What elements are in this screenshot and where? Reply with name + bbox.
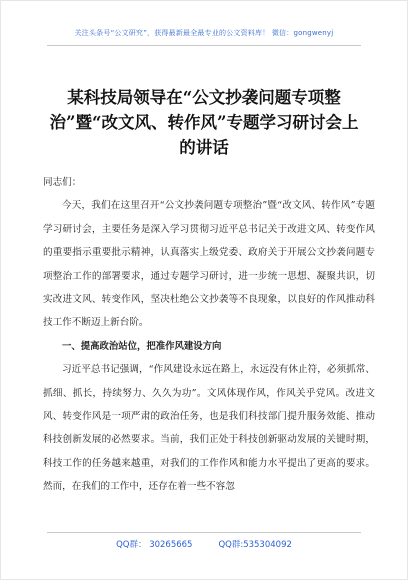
section-heading-1: 一、提高政治站位，把准作风建设方向 (62, 340, 222, 352)
footer-divider (47, 532, 361, 533)
footer-qq-group-2: QQ群:535304092 (218, 540, 292, 550)
footer (1, 538, 407, 550)
footer-qq-group-1: QQ群： 30265665 (116, 540, 193, 550)
header-divider (47, 45, 361, 46)
paragraph-1: 今天，我们在这里召开“公文抄袭问题专项整治”暨“改文风、转作风”专题学习研讨会，主要任务是深入学习贯彻习近平总书记关于改进文风、转变作风的重要指示重要批示精神，认真落实上级党委、政府关于开展公文抄袭问题专项整治工作的部署要求，通过专题学习研讨，进一步统一思想、凝聚共识，切实改进文风、转变作风，坚决杜绝公文抄袭等不良现象，以良好的作风推动科技工作不断迈上新台阶。 (43, 200, 375, 329)
salutation: 同志们： (43, 177, 82, 188)
document-body (43, 171, 375, 499)
document-title: 某科技局领导在“公文抄袭问题专项整治”暨“改文风、转作风”专题学习研讨会上的讲话 (49, 88, 359, 157)
header-banner: 关注头条号“公文研究”，获得最新最全最专业的公文资料库！ 微信：gongwenyj (74, 29, 334, 37)
paragraph-2: 习近平总书记强调，“作风建设永远在路上，永远没有休止符，必须抓常、抓细、抓长，持续努力、久久为功”。文风体现作风，作风关乎党风。改进文风、转变作风是一项严肃的政治任务，也是我们科技部门提升服务效能、推动科技创新发展的必然要求。当前，我们正处于科技创新驱动发展的关键时期，科技工作的任务越来越重，对我们的工作作风和能力水平提出了更高的要求。然而，在我们的工作中，还存在着一些不容忽 (43, 364, 375, 493)
